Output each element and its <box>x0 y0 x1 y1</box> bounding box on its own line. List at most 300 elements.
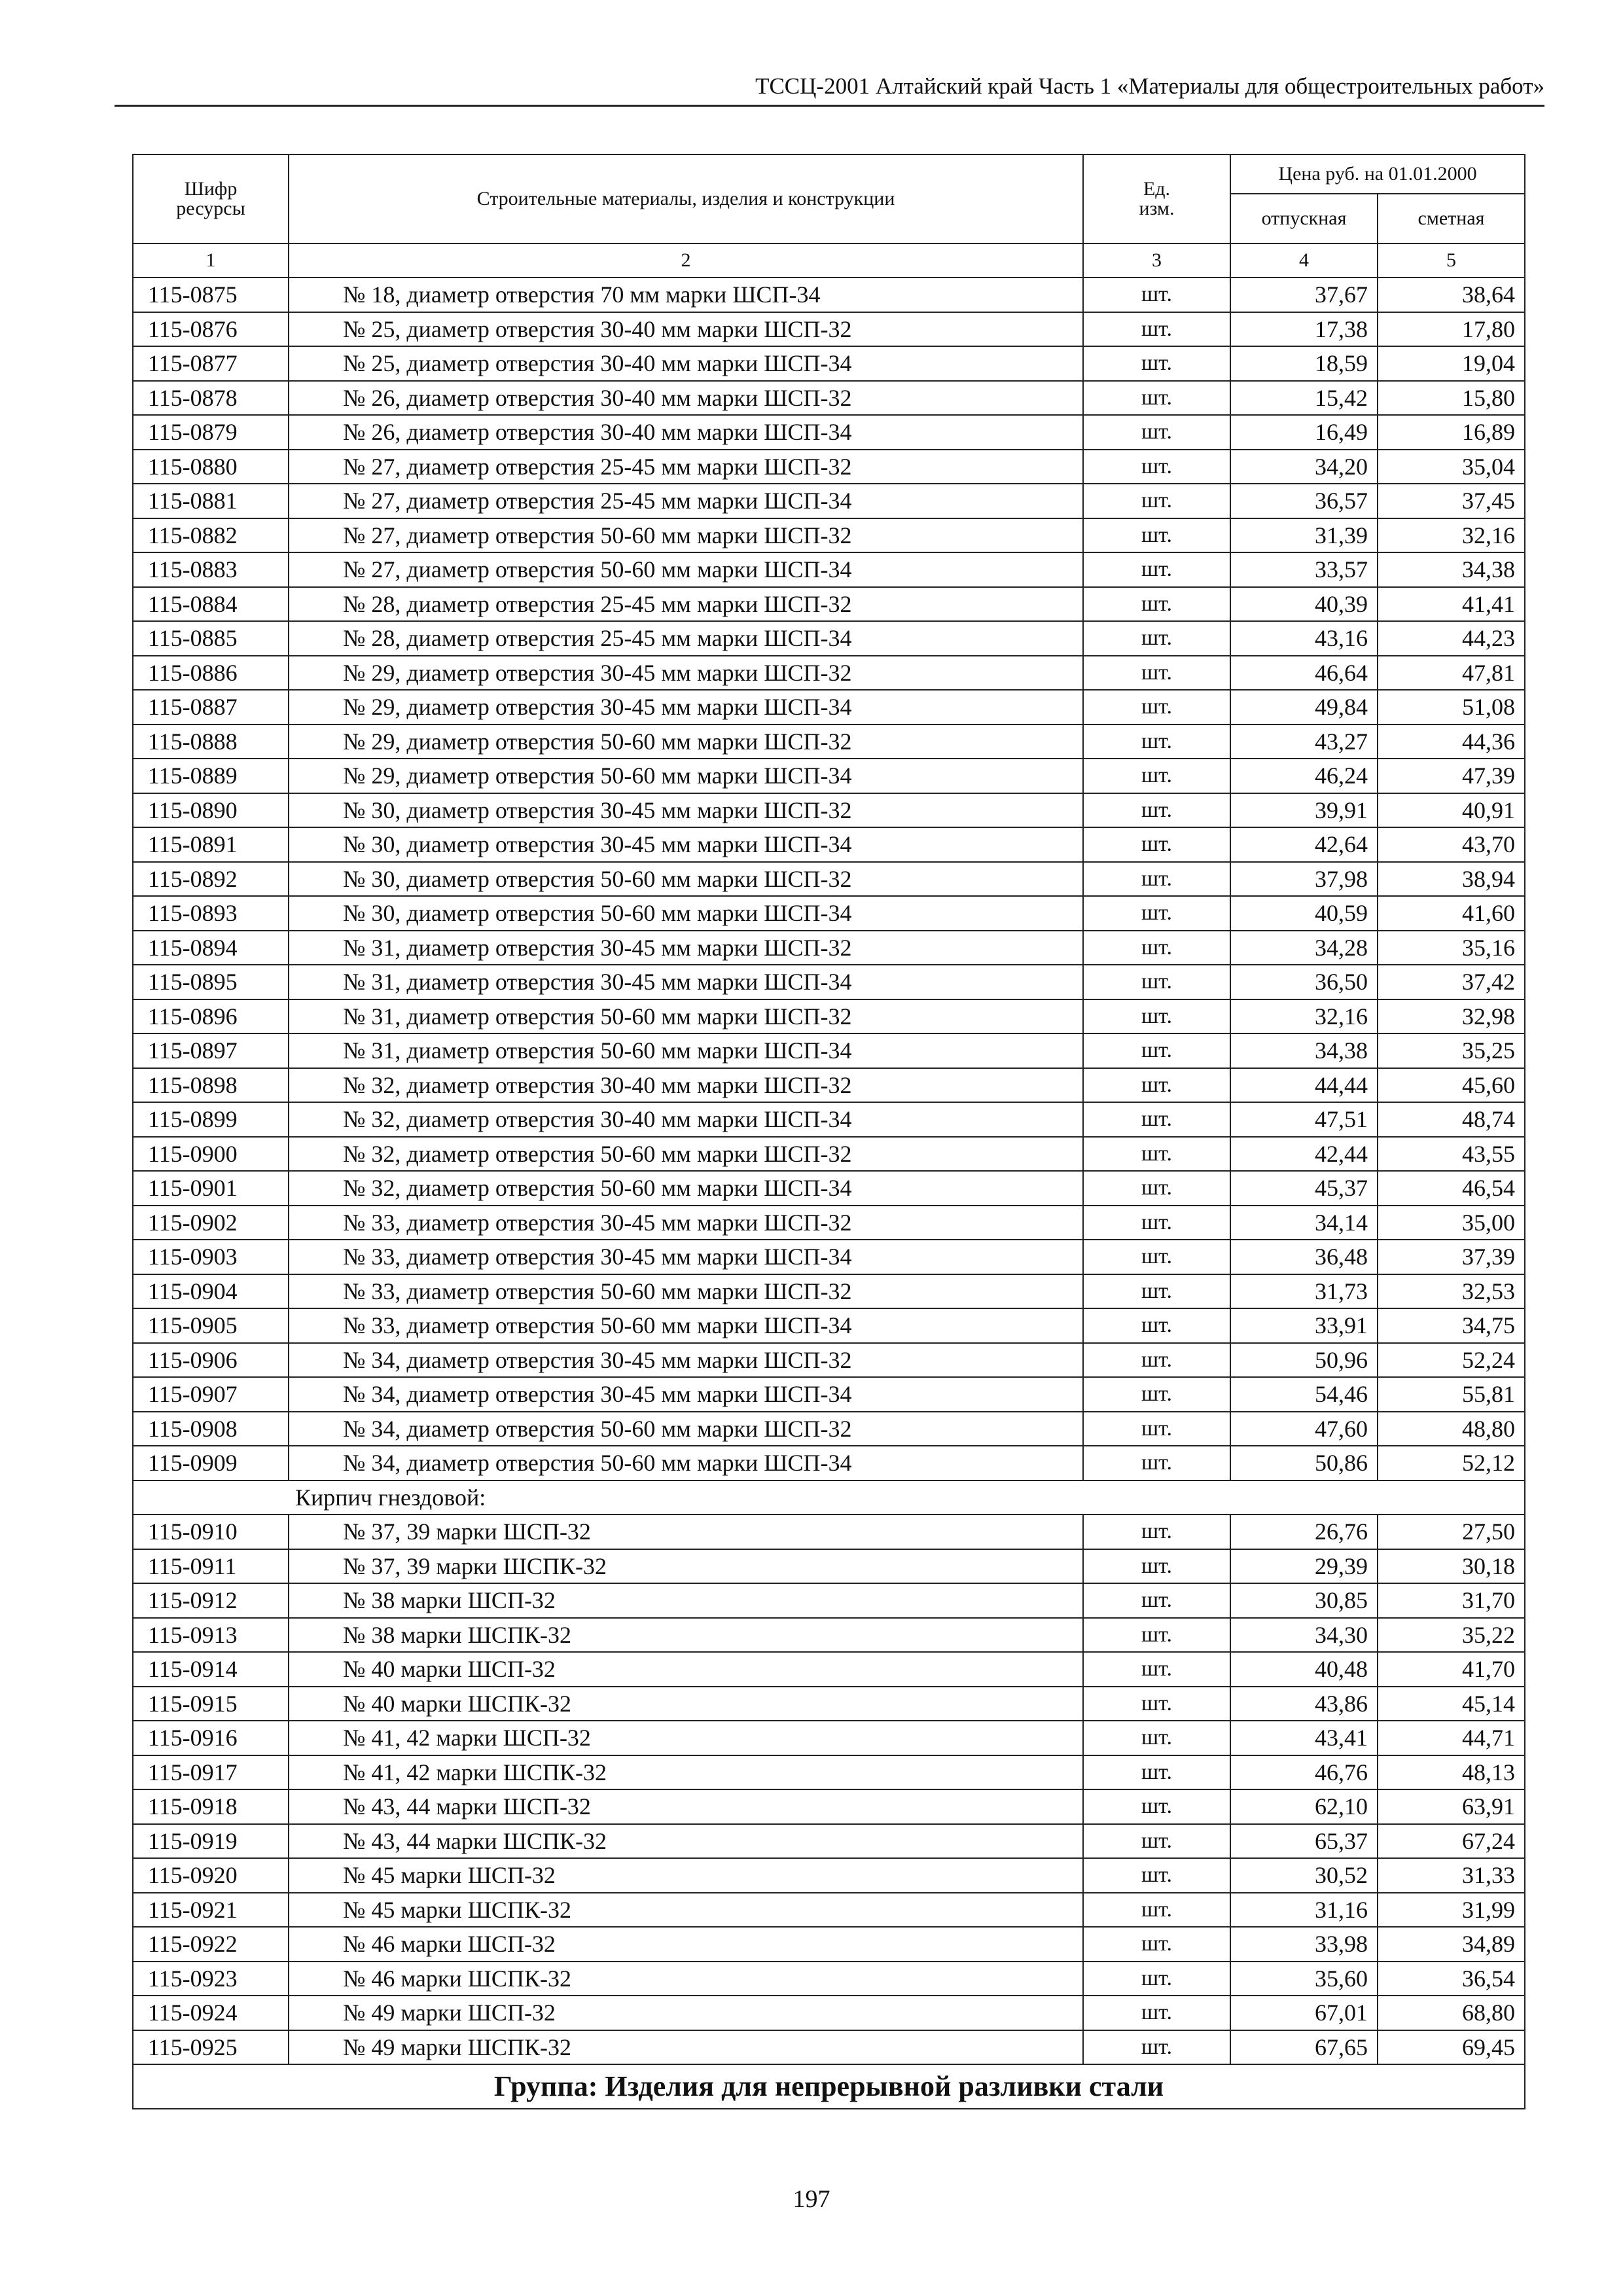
resource-code: 115-0900 <box>133 1137 289 1172</box>
price-table <box>132 154 1525 2109</box>
table-row <box>133 1824 1525 1859</box>
unit-cell: шт. <box>1083 2030 1230 2065</box>
unit-cell: шт. <box>1083 1549 1230 1584</box>
resource-code: 115-0881 <box>133 484 289 518</box>
unit-cell: шт. <box>1083 1583 1230 1618</box>
resource-code: 115-0920 <box>133 1858 289 1893</box>
resource-code: 115-0882 <box>133 518 289 553</box>
unit-cell: шт. <box>1083 1446 1230 1480</box>
resource-code: 115-0890 <box>133 793 289 828</box>
table-row <box>133 1102 1525 1137</box>
resource-code: 115-0880 <box>133 450 289 484</box>
resource-code: 115-0879 <box>133 415 289 450</box>
unit-cell: шт. <box>1083 621 1230 656</box>
resource-code: 115-0904 <box>133 1274 289 1309</box>
material-name: № 31, диаметр отверстия 50-60 мм марки ШСП-34 <box>289 1033 1083 1068</box>
release-price: 17,38 <box>1230 312 1378 347</box>
table-row <box>133 346 1525 381</box>
material-name: № 32, диаметр отверстия 50-60 мм марки ШСП-32 <box>289 1137 1083 1172</box>
table-row <box>133 1515 1525 1549</box>
material-name: № 34, диаметр отверстия 30-45 мм марки ШСП-34 <box>289 1377 1083 1412</box>
resource-code: 115-0883 <box>133 552 289 587</box>
material-name: № 37, 39 марки ШСП-32 <box>289 1515 1083 1549</box>
unit-cell: шт. <box>1083 1343 1230 1378</box>
unit-cell: шт. <box>1083 931 1230 965</box>
resource-code: 115-0911 <box>133 1549 289 1584</box>
table-body <box>133 278 1525 2109</box>
header-unit-line-2: изм. <box>1139 198 1175 219</box>
material-name: № 30, диаметр отверстия 30-45 мм марки ШСП-34 <box>289 827 1083 862</box>
material-name: № 49 марки ШСПК-32 <box>289 2030 1083 2065</box>
release-price: 54,46 <box>1230 1377 1378 1412</box>
estimate-price: 27,50 <box>1378 1515 1525 1549</box>
resource-code: 115-0886 <box>133 656 289 691</box>
release-price: 46,76 <box>1230 1755 1378 1790</box>
estimate-price: 67,24 <box>1378 1824 1525 1859</box>
header-code <box>133 154 289 243</box>
table-row <box>133 896 1525 931</box>
header-unit-line-1: Ед. <box>1143 178 1171 200</box>
release-price: 49,84 <box>1230 690 1378 725</box>
unit-cell: шт. <box>1083 999 1230 1034</box>
header-code-line-1: Шифр <box>184 178 238 200</box>
material-name: № 25, диаметр отверстия 30-40 мм марки ШСП-32 <box>289 312 1083 347</box>
material-name: № 33, диаметр отверстия 30-45 мм марки ШСП-34 <box>289 1240 1083 1274</box>
unit-cell: шт. <box>1083 1893 1230 1928</box>
estimate-price: 37,42 <box>1378 965 1525 999</box>
estimate-price: 47,39 <box>1378 759 1525 793</box>
section-row <box>133 1480 1525 1515</box>
resource-code: 115-0902 <box>133 1206 289 1240</box>
resource-code: 115-0906 <box>133 1343 289 1378</box>
table-row <box>133 1858 1525 1893</box>
table-row <box>133 1618 1525 1653</box>
header-unit <box>1083 154 1230 243</box>
unit-cell: шт. <box>1083 1996 1230 2030</box>
group-row <box>133 2064 1525 2109</box>
unit-cell: шт. <box>1083 1068 1230 1103</box>
estimate-price: 17,80 <box>1378 312 1525 347</box>
table-row <box>133 759 1525 793</box>
material-name: № 26, диаметр отверстия 30-40 мм марки ШСП-34 <box>289 415 1083 450</box>
estimate-price: 30,18 <box>1378 1549 1525 1584</box>
unit-cell: шт. <box>1083 656 1230 691</box>
column-number: 2 <box>289 243 1083 278</box>
unit-cell: шт. <box>1083 1687 1230 1721</box>
resource-code: 115-0892 <box>133 862 289 897</box>
material-name: № 28, диаметр отверстия 25-45 мм марки ШСП-32 <box>289 587 1083 622</box>
unit-cell: шт. <box>1083 415 1230 450</box>
material-name: № 27, диаметр отверстия 50-60 мм марки ШСП-32 <box>289 518 1083 553</box>
table-row <box>133 1755 1525 1790</box>
release-price: 29,39 <box>1230 1549 1378 1584</box>
estimate-price: 48,80 <box>1378 1412 1525 1446</box>
resource-code: 115-0912 <box>133 1583 289 1618</box>
estimate-price: 19,04 <box>1378 346 1525 381</box>
material-name: № 33, диаметр отверстия 50-60 мм марки ШСП-32 <box>289 1274 1083 1309</box>
table-row <box>133 1274 1525 1309</box>
release-price: 67,01 <box>1230 1996 1378 2030</box>
resource-code: 115-0887 <box>133 690 289 725</box>
estimate-price: 40,91 <box>1378 793 1525 828</box>
unit-cell: шт. <box>1083 1962 1230 1996</box>
material-name: № 49 марки ШСП-32 <box>289 1996 1083 2030</box>
material-name: № 27, диаметр отверстия 50-60 мм марки ШСП-34 <box>289 552 1083 587</box>
material-name: № 31, диаметр отверстия 50-60 мм марки ШСП-32 <box>289 999 1083 1034</box>
unit-cell: шт. <box>1083 1377 1230 1412</box>
unit-cell: шт. <box>1083 862 1230 897</box>
estimate-price: 38,94 <box>1378 862 1525 897</box>
resource-code: 115-0893 <box>133 896 289 931</box>
material-name: № 37, 39 марки ШСПК-32 <box>289 1549 1083 1584</box>
resource-code: 115-0899 <box>133 1102 289 1137</box>
material-name: № 43, 44 марки ШСПК-32 <box>289 1824 1083 1859</box>
material-name: № 34, диаметр отверстия 50-60 мм марки ШСП-34 <box>289 1446 1083 1480</box>
unit-cell: шт. <box>1083 965 1230 999</box>
table-row <box>133 931 1525 965</box>
release-price: 47,51 <box>1230 1102 1378 1137</box>
release-price: 40,48 <box>1230 1652 1378 1687</box>
release-price: 46,64 <box>1230 656 1378 691</box>
table-row <box>133 484 1525 518</box>
material-name: № 28, диаметр отверстия 25-45 мм марки ШСП-34 <box>289 621 1083 656</box>
table-row <box>133 278 1525 312</box>
release-price: 39,91 <box>1230 793 1378 828</box>
material-name: № 29, диаметр отверстия 50-60 мм марки ШСП-34 <box>289 759 1083 793</box>
unit-cell: шт. <box>1083 312 1230 347</box>
unit-cell: шт. <box>1083 1033 1230 1068</box>
unit-cell: шт. <box>1083 1240 1230 1274</box>
table-row <box>133 1068 1525 1103</box>
running-header <box>115 72 1544 107</box>
resource-code: 115-0925 <box>133 2030 289 2065</box>
unit-cell: шт. <box>1083 1618 1230 1653</box>
header-price: Цена руб. на 01.01.2000 <box>1230 154 1525 194</box>
release-price: 32,16 <box>1230 999 1378 1034</box>
estimate-price: 34,38 <box>1378 552 1525 587</box>
unit-cell: шт. <box>1083 587 1230 622</box>
material-name: № 26, диаметр отверстия 30-40 мм марки ШСП-32 <box>289 381 1083 416</box>
unit-cell: шт. <box>1083 1274 1230 1309</box>
resource-code: 115-0907 <box>133 1377 289 1412</box>
page-number: 197 <box>793 2185 830 2213</box>
unit-cell: шт. <box>1083 1721 1230 1755</box>
release-price: 31,16 <box>1230 1893 1378 1928</box>
resource-code: 115-0905 <box>133 1308 289 1343</box>
table-row <box>133 1033 1525 1068</box>
table-row <box>133 312 1525 347</box>
section-title: Кирпич гнездовой: <box>133 1480 1525 1515</box>
release-price: 34,38 <box>1230 1033 1378 1068</box>
material-name: № 32, диаметр отверстия 50-60 мм марки ШСП-34 <box>289 1171 1083 1206</box>
resource-code: 115-0917 <box>133 1755 289 1790</box>
material-name: № 46 марки ШСП-32 <box>289 1927 1083 1962</box>
estimate-price: 31,70 <box>1378 1583 1525 1618</box>
unit-cell: шт. <box>1083 1171 1230 1206</box>
estimate-price: 35,00 <box>1378 1206 1525 1240</box>
release-price: 50,86 <box>1230 1446 1378 1480</box>
resource-code: 115-0910 <box>133 1515 289 1549</box>
estimate-price: 44,36 <box>1378 725 1525 759</box>
unit-cell: шт. <box>1083 1206 1230 1240</box>
resource-code: 115-0877 <box>133 346 289 381</box>
estimate-price: 38,64 <box>1378 278 1525 312</box>
estimate-price: 34,75 <box>1378 1308 1525 1343</box>
unit-cell: шт. <box>1083 1412 1230 1446</box>
resource-code: 115-0885 <box>133 621 289 656</box>
estimate-price: 36,54 <box>1378 1962 1525 1996</box>
column-number: 4 <box>1230 243 1378 278</box>
release-price: 33,57 <box>1230 552 1378 587</box>
header-estimate-price: сметная <box>1378 194 1525 243</box>
unit-cell: шт. <box>1083 552 1230 587</box>
column-number-row <box>133 243 1525 278</box>
resource-code: 115-0878 <box>133 381 289 416</box>
release-price: 34,28 <box>1230 931 1378 965</box>
release-price: 15,42 <box>1230 381 1378 416</box>
estimate-price: 15,80 <box>1378 381 1525 416</box>
table-row <box>133 1308 1525 1343</box>
estimate-price: 45,60 <box>1378 1068 1525 1103</box>
table-row <box>133 1412 1525 1446</box>
unit-cell: шт. <box>1083 1308 1230 1343</box>
table-row <box>133 1893 1525 1928</box>
material-name: № 34, диаметр отверстия 50-60 мм марки ШСП-32 <box>289 1412 1083 1446</box>
release-price: 35,60 <box>1230 1962 1378 1996</box>
material-name: № 40 марки ШСПК-32 <box>289 1687 1083 1721</box>
release-price: 33,98 <box>1230 1927 1378 1962</box>
unit-cell: шт. <box>1083 346 1230 381</box>
unit-cell: шт. <box>1083 1515 1230 1549</box>
material-name: № 30, диаметр отверстия 50-60 мм марки ШСП-32 <box>289 862 1083 897</box>
unit-cell: шт. <box>1083 1102 1230 1137</box>
release-price: 37,67 <box>1230 278 1378 312</box>
release-price: 42,44 <box>1230 1137 1378 1172</box>
table-header <box>133 154 1525 278</box>
unit-cell: шт. <box>1083 725 1230 759</box>
estimate-price: 37,39 <box>1378 1240 1525 1274</box>
table-row <box>133 1652 1525 1687</box>
estimate-price: 31,99 <box>1378 1893 1525 1928</box>
table-row <box>133 793 1525 828</box>
release-price: 43,86 <box>1230 1687 1378 1721</box>
resource-code: 115-0875 <box>133 278 289 312</box>
header-name: Строительные материалы, изделия и конструкции <box>289 154 1083 243</box>
estimate-price: 35,04 <box>1378 450 1525 484</box>
unit-cell: шт. <box>1083 827 1230 862</box>
unit-cell: шт. <box>1083 278 1230 312</box>
table-row <box>133 1927 1525 1962</box>
release-price: 31,39 <box>1230 518 1378 553</box>
table-row <box>133 1240 1525 1274</box>
estimate-price: 68,80 <box>1378 1996 1525 2030</box>
resource-code: 115-0896 <box>133 999 289 1034</box>
material-name: № 46 марки ШСПК-32 <box>289 1962 1083 1996</box>
resource-code: 115-0891 <box>133 827 289 862</box>
unit-cell: шт. <box>1083 381 1230 416</box>
table-row <box>133 1377 1525 1412</box>
table-row <box>133 587 1525 622</box>
resource-code: 115-0919 <box>133 1824 289 1859</box>
release-price: 42,64 <box>1230 827 1378 862</box>
resource-code: 115-0897 <box>133 1033 289 1068</box>
release-price: 18,59 <box>1230 346 1378 381</box>
resource-code: 115-0918 <box>133 1789 289 1824</box>
column-number: 5 <box>1378 243 1525 278</box>
material-name: № 45 марки ШСП-32 <box>289 1858 1083 1893</box>
estimate-price: 52,24 <box>1378 1343 1525 1378</box>
material-name: № 40 марки ШСП-32 <box>289 1652 1083 1687</box>
table-row <box>133 621 1525 656</box>
estimate-price: 45,14 <box>1378 1687 1525 1721</box>
resource-code: 115-0898 <box>133 1068 289 1103</box>
release-price: 16,49 <box>1230 415 1378 450</box>
release-price: 47,60 <box>1230 1412 1378 1446</box>
release-price: 40,39 <box>1230 587 1378 622</box>
release-price: 26,76 <box>1230 1515 1378 1549</box>
estimate-price: 35,22 <box>1378 1618 1525 1653</box>
resource-code: 115-0921 <box>133 1893 289 1928</box>
unit-cell: шт. <box>1083 1137 1230 1172</box>
table-row <box>133 1789 1525 1824</box>
material-name: № 29, диаметр отверстия 30-45 мм марки ШСП-32 <box>289 656 1083 691</box>
table-row <box>133 999 1525 1034</box>
table-row <box>133 1721 1525 1755</box>
resource-code: 115-0914 <box>133 1652 289 1687</box>
material-name: № 29, диаметр отверстия 30-45 мм марки ШСП-34 <box>289 690 1083 725</box>
estimate-price: 43,55 <box>1378 1137 1525 1172</box>
estimate-price: 41,60 <box>1378 896 1525 931</box>
table-row <box>133 415 1525 450</box>
estimate-price: 55,81 <box>1378 1377 1525 1412</box>
table-row <box>133 1446 1525 1480</box>
column-number: 1 <box>133 243 289 278</box>
material-name: № 30, диаметр отверстия 50-60 мм марки ШСП-34 <box>289 896 1083 931</box>
material-name: № 41, 42 марки ШСПК-32 <box>289 1755 1083 1790</box>
header-code-line-2: ресурсы <box>176 198 245 219</box>
resource-code: 115-0915 <box>133 1687 289 1721</box>
estimate-price: 32,53 <box>1378 1274 1525 1309</box>
resource-code: 115-0908 <box>133 1412 289 1446</box>
estimate-price: 51,08 <box>1378 690 1525 725</box>
table-row <box>133 1583 1525 1618</box>
resource-code: 115-0923 <box>133 1962 289 1996</box>
estimate-price: 46,54 <box>1378 1171 1525 1206</box>
estimate-price: 41,41 <box>1378 587 1525 622</box>
unit-cell: шт. <box>1083 1755 1230 1790</box>
unit-cell: шт. <box>1083 484 1230 518</box>
release-price: 30,52 <box>1230 1858 1378 1893</box>
estimate-price: 44,23 <box>1378 621 1525 656</box>
table-row <box>133 381 1525 416</box>
resource-code: 115-0888 <box>133 725 289 759</box>
table-row <box>133 450 1525 484</box>
header-release-price: отпускная <box>1230 194 1378 243</box>
material-name: № 32, диаметр отверстия 30-40 мм марки ШСП-32 <box>289 1068 1083 1103</box>
resource-code: 115-0916 <box>133 1721 289 1755</box>
release-price: 37,98 <box>1230 862 1378 897</box>
table-row <box>133 1171 1525 1206</box>
release-price: 67,65 <box>1230 2030 1378 2065</box>
estimate-price: 37,45 <box>1378 484 1525 518</box>
estimate-price: 35,16 <box>1378 931 1525 965</box>
material-name: № 38 марки ШСПК-32 <box>289 1618 1083 1653</box>
unit-cell: шт. <box>1083 1652 1230 1687</box>
unit-cell: шт. <box>1083 793 1230 828</box>
release-price: 31,73 <box>1230 1274 1378 1309</box>
resource-code: 115-0889 <box>133 759 289 793</box>
release-price: 34,20 <box>1230 450 1378 484</box>
release-price: 50,96 <box>1230 1343 1378 1378</box>
release-price: 45,37 <box>1230 1171 1378 1206</box>
group-title: Группа: Изделия для непрерывной разливки стали <box>133 2064 1525 2109</box>
material-name: № 25, диаметр отверстия 30-40 мм марки ШСП-34 <box>289 346 1083 381</box>
release-price: 65,37 <box>1230 1824 1378 1859</box>
estimate-price: 69,45 <box>1378 2030 1525 2065</box>
unit-cell: шт. <box>1083 759 1230 793</box>
material-name: № 33, диаметр отверстия 30-45 мм марки ШСП-32 <box>289 1206 1083 1240</box>
estimate-price: 32,16 <box>1378 518 1525 553</box>
table-row <box>133 1206 1525 1240</box>
estimate-price: 48,74 <box>1378 1102 1525 1137</box>
table-row <box>133 2030 1525 2065</box>
release-price: 36,57 <box>1230 484 1378 518</box>
unit-cell: шт. <box>1083 1927 1230 1962</box>
material-name: № 34, диаметр отверстия 30-45 мм марки ШСП-32 <box>289 1343 1083 1378</box>
material-name: № 27, диаметр отверстия 25-45 мм марки ШСП-32 <box>289 450 1083 484</box>
release-price: 43,41 <box>1230 1721 1378 1755</box>
table-row <box>133 690 1525 725</box>
table-row <box>133 1343 1525 1378</box>
table-row <box>133 1962 1525 1996</box>
resource-code: 115-0909 <box>133 1446 289 1480</box>
table-row <box>133 862 1525 897</box>
resource-code: 115-0903 <box>133 1240 289 1274</box>
unit-cell: шт. <box>1083 450 1230 484</box>
material-name: № 27, диаметр отверстия 25-45 мм марки ШСП-34 <box>289 484 1083 518</box>
estimate-price: 35,25 <box>1378 1033 1525 1068</box>
release-price: 36,48 <box>1230 1240 1378 1274</box>
resource-code: 115-0901 <box>133 1171 289 1206</box>
unit-cell: шт. <box>1083 1824 1230 1859</box>
release-price: 62,10 <box>1230 1789 1378 1824</box>
table-row <box>133 1687 1525 1721</box>
estimate-price: 52,12 <box>1378 1446 1525 1480</box>
release-price: 34,14 <box>1230 1206 1378 1240</box>
table-row <box>133 1137 1525 1172</box>
release-price: 30,85 <box>1230 1583 1378 1618</box>
table-row <box>133 827 1525 862</box>
table-row <box>133 1549 1525 1584</box>
material-name: № 29, диаметр отверстия 50-60 мм марки ШСП-32 <box>289 725 1083 759</box>
table-row <box>133 1996 1525 2030</box>
unit-cell: шт. <box>1083 1789 1230 1824</box>
estimate-price: 48,13 <box>1378 1755 1525 1790</box>
estimate-price: 16,89 <box>1378 415 1525 450</box>
estimate-price: 47,81 <box>1378 656 1525 691</box>
estimate-price: 31,33 <box>1378 1858 1525 1893</box>
estimate-price: 32,98 <box>1378 999 1525 1034</box>
resource-code: 115-0876 <box>133 312 289 347</box>
release-price: 43,16 <box>1230 621 1378 656</box>
unit-cell: шт. <box>1083 690 1230 725</box>
table-row <box>133 725 1525 759</box>
material-name: № 32, диаметр отверстия 30-40 мм марки ШСП-34 <box>289 1102 1083 1137</box>
release-price: 46,24 <box>1230 759 1378 793</box>
release-price: 44,44 <box>1230 1068 1378 1103</box>
resource-code: 115-0884 <box>133 587 289 622</box>
table-row <box>133 965 1525 999</box>
